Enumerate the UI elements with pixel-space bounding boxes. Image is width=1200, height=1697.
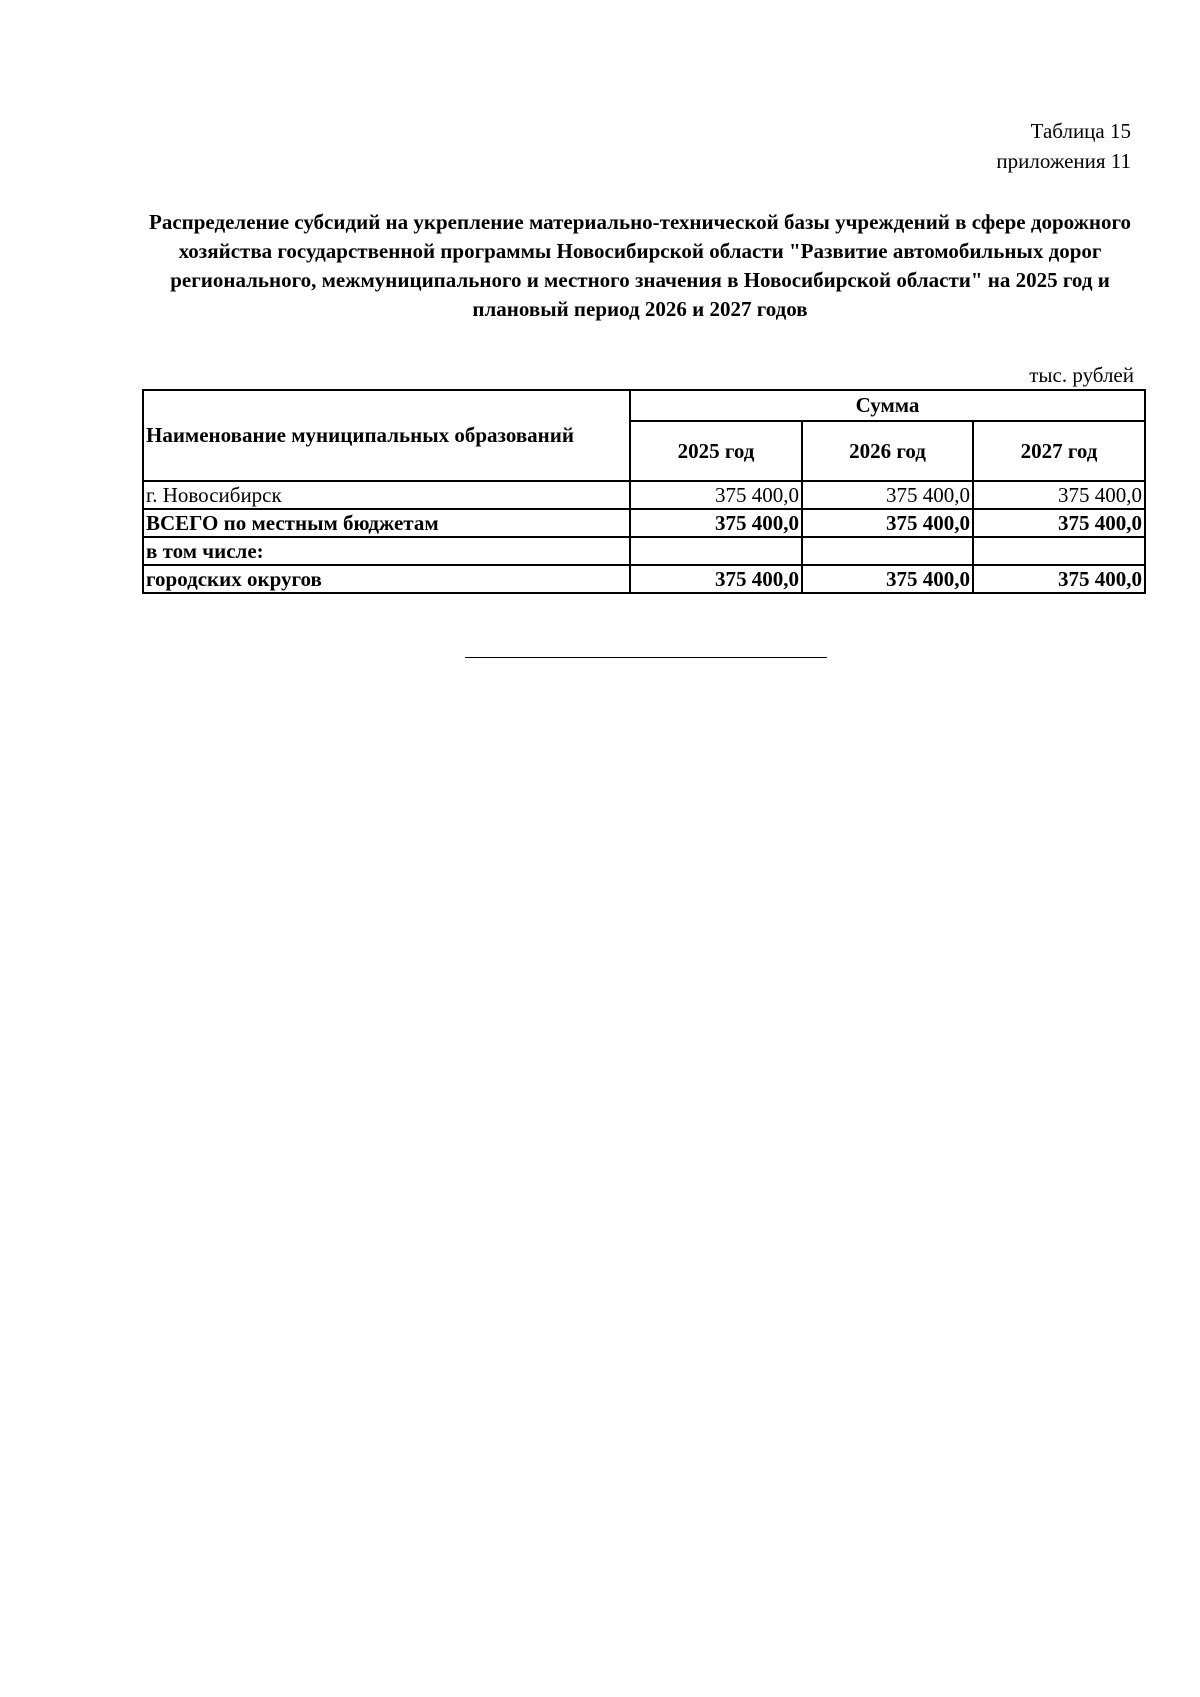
end-of-document-rule xyxy=(465,657,827,658)
column-header-sum: Сумма xyxy=(630,390,1145,421)
column-header-year-2026: 2026 год xyxy=(802,421,973,481)
row-name: ВСЕГО по местным бюджетам xyxy=(143,509,630,537)
document-title: Распределение субсидий на укрепление материально-технической базы учреждений в сфере дорожного хозяйства государственной программы Новосибирской области "Развитие автомобильных дорог регионального, межмуниципального и местного значения в Новосибирской области" на 2025 год и плановый период 2026 и 2027 годов xyxy=(149,210,1131,321)
row-name: г. Новосибирск xyxy=(143,481,630,509)
row-value-2025 xyxy=(630,537,802,565)
row-name: в том числе: xyxy=(143,537,630,565)
row-name: городских округов xyxy=(143,565,630,593)
subsidy-table xyxy=(142,389,1146,594)
row-value-2025: 375 400,0 xyxy=(630,481,802,509)
column-header-year-2027: 2027 год xyxy=(973,421,1145,481)
table-row-city-districts xyxy=(143,565,1145,593)
row-value-2027 xyxy=(973,537,1145,565)
document-reference xyxy=(996,116,1131,176)
table-row-total xyxy=(143,509,1145,537)
row-value-2026: 375 400,0 xyxy=(802,565,973,593)
row-value-2027: 375 400,0 xyxy=(973,509,1145,537)
table-number-label: Таблица 15 xyxy=(1030,119,1131,143)
table-row-novosibirsk xyxy=(143,481,1145,509)
appendix-number-label: приложения 11 xyxy=(996,149,1131,173)
units-label: тыс. рублей xyxy=(1029,363,1134,387)
column-header-year-2025: 2025 год xyxy=(630,421,802,481)
table-row-including xyxy=(143,537,1145,565)
row-value-2025: 375 400,0 xyxy=(630,509,802,537)
row-value-2026: 375 400,0 xyxy=(802,481,973,509)
row-value-2027: 375 400,0 xyxy=(973,481,1145,509)
row-value-2026: 375 400,0 xyxy=(802,509,973,537)
row-value-2027: 375 400,0 xyxy=(973,565,1145,593)
row-value-2026 xyxy=(802,537,973,565)
row-value-2025: 375 400,0 xyxy=(630,565,802,593)
column-header-name: Наименование муниципальных образований xyxy=(143,390,630,481)
